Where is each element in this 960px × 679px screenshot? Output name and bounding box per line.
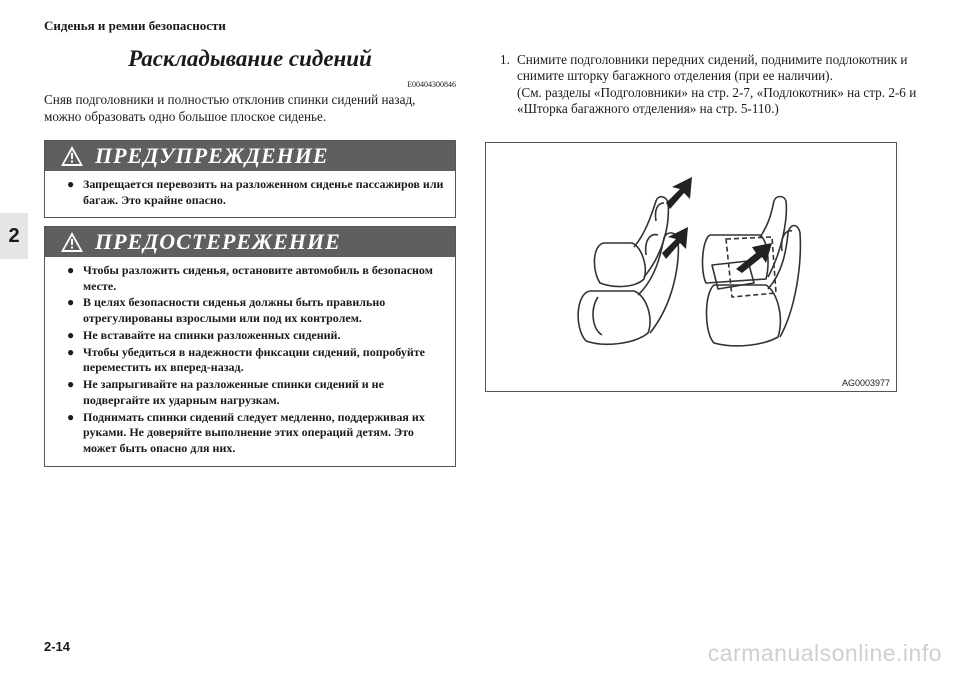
step-reference: (См. разделы «Подголовники» на стр. 2-7, «Подлокотник» на стр. 2-6 и «Шторка багажного отделения» на стр. 5-110.) [517, 84, 917, 116]
page-number: 2-14 [44, 639, 71, 654]
warning-title: ПРЕДУПРЕЖДЕНИЕ [95, 143, 329, 168]
chapter-tab: 2 [0, 213, 28, 259]
warning-list [45, 171, 455, 217]
running-header: Сиденья и ремни безопасности [44, 18, 226, 33]
warning-header [45, 141, 455, 171]
arrow-icon [662, 177, 692, 259]
right-seats-drawing [703, 197, 801, 346]
arrow-icon [736, 243, 772, 273]
caution-item: ● В целях безопасности сиденья должны быть правильно отрегулированы взрослыми или под их контролем. [67, 295, 386, 326]
bullet-icon: ● [67, 177, 75, 191]
caution-item: ● Чтобы разложить сиденья, остановите автомобиль в безопасном месте. [67, 263, 433, 293]
step-number: 1. [500, 52, 510, 67]
caution-header [45, 227, 455, 257]
bullet-icon: ● [67, 377, 75, 392]
caution-list [45, 257, 455, 466]
warning-triangle-icon [60, 145, 84, 167]
caution-item: ● Чтобы убедиться в надежности фиксации сидений, попробуйте переместить их вперед-назад. [67, 344, 425, 375]
caution-item: ● Не запрыгивайте на разложенные спинки сидений и не подвергайте их ударным нагрузкам. [67, 377, 384, 407]
watermark: carmanualsonline.info [707, 640, 942, 666]
section-code: E00404300846 [407, 80, 456, 89]
warning-item: ● Запрещается перевозить на разложенном сиденье пассажиров или багаж. Это крайне опасно. [67, 177, 444, 207]
caution-title: ПРЕДОСТЕРЕЖЕНИЕ [95, 229, 341, 254]
bullet-icon: ● [67, 263, 75, 277]
seat-folding-figure [485, 142, 897, 392]
caution-box [44, 226, 456, 467]
caution-item: ● Не вставайте на спинки разложенных сидений. [67, 327, 341, 342]
intro-paragraph: Сняв подголовники и полностью отклонив спинки сидений назад, можно образовать одно большое плоское сиденье. [44, 92, 416, 124]
bullet-icon: ● [67, 409, 75, 424]
bullet-icon: ● [67, 295, 75, 310]
figure-code: AG0003977 [841, 378, 890, 388]
warning-box [44, 140, 456, 218]
warning-triangle-icon [60, 231, 84, 253]
step-text: Снимите подголовники передних сидений, поднимите подлокотник и снимите шторку багажного отделения (при ее наличии). [517, 52, 908, 84]
step-1 [500, 52, 920, 117]
seats-illustration [486, 143, 896, 391]
bullet-icon: ● [67, 327, 75, 342]
left-seats-drawing [578, 197, 678, 345]
bullet-icon: ● [67, 344, 75, 359]
section-title: Раскладывание сидений [128, 46, 372, 71]
caution-item: ● Поднимать спинки сидений следует медленно, поддерживая их руками. Не доверяйте выполнение этих операций детям. Это может быть опасно для них. [67, 409, 425, 456]
